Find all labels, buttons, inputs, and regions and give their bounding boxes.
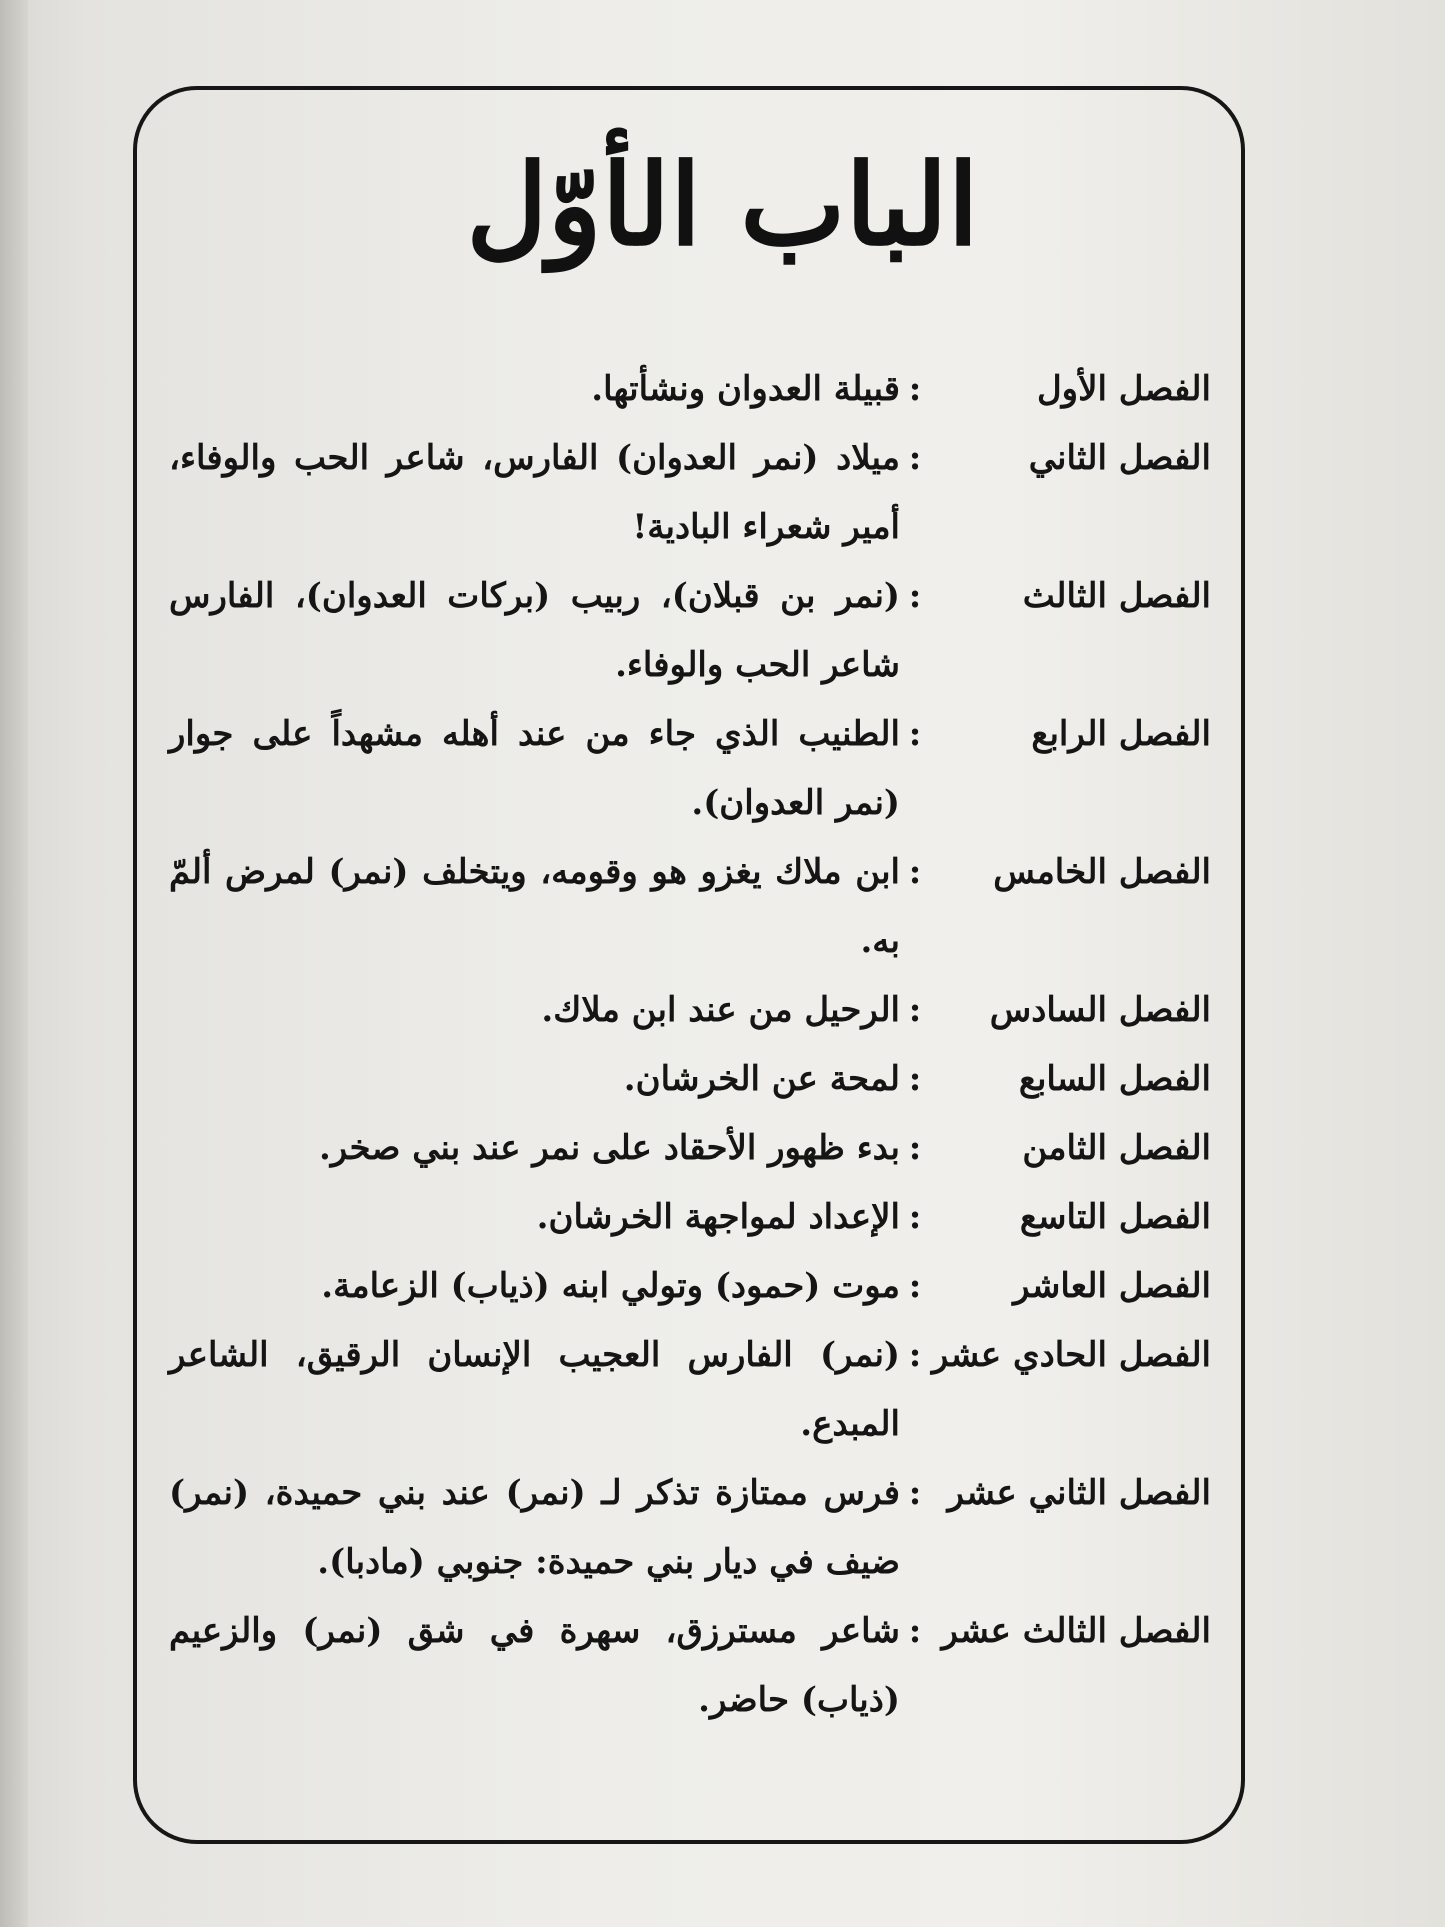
colon-separator: : bbox=[908, 438, 922, 478]
entry-label: الفصل الأول bbox=[1036, 369, 1211, 409]
colon-separator: : bbox=[908, 990, 922, 1030]
toc-entry bbox=[165, 1321, 1215, 1459]
entry-text: موت (حمود) وتولي ابنه (ذياب) الزعامة. bbox=[321, 1266, 900, 1306]
toc-entry bbox=[165, 1045, 1215, 1114]
entry-label: الفصل السادس bbox=[989, 990, 1211, 1030]
entry-text: الطنيب الذي جاء من عند أهله مشهداً على جوار (نمر العدوان). bbox=[169, 714, 900, 823]
colon-separator: : bbox=[908, 1059, 922, 1099]
toc-entry bbox=[165, 838, 1215, 976]
entry-text: شاعر مسترزق، سهرة في شق (نمر) والزعيم (ذياب) حاضر. bbox=[169, 1611, 900, 1720]
toc-entry bbox=[165, 355, 1215, 424]
entry-label: الفصل العاشر bbox=[1013, 1266, 1211, 1306]
colon-separator: : bbox=[908, 369, 922, 409]
entry-label: الفصل الرابع bbox=[1031, 714, 1211, 754]
colon-separator: : bbox=[908, 1473, 922, 1513]
entry-text: الإعداد لمواجهة الخرشان. bbox=[536, 1197, 900, 1237]
entry-text: ابن ملاك يغزو هو وقومه، ويتخلف (نمر) لمرض ألمّ به. bbox=[169, 852, 900, 961]
toc-entry bbox=[165, 1114, 1215, 1183]
entry-text: فرس ممتازة تذكر لـ (نمر) عند بني حميدة، (نمر) ضيف في ديار بني حميدة: جنوبي (مادبا). bbox=[169, 1473, 900, 1582]
entry-label: الفصل الثالث bbox=[1022, 576, 1211, 616]
colon-separator: : bbox=[908, 714, 922, 754]
entry-text: (نمر) الفارس العجيب الإنسان الرقيق، الشاعر المبدع. bbox=[169, 1335, 900, 1444]
colon-separator: : bbox=[908, 1128, 922, 1168]
colon-separator: : bbox=[908, 1266, 922, 1306]
entry-label: الفصل التاسع bbox=[1019, 1197, 1211, 1237]
page-edge bbox=[0, 0, 28, 1927]
entry-label: الفصل الثامن bbox=[1022, 1128, 1211, 1168]
toc-entry bbox=[165, 562, 1215, 700]
colon-separator: : bbox=[908, 1335, 922, 1375]
entry-label: الفصل الثاني bbox=[1028, 438, 1211, 478]
entry-label: الفصل الحادي عشر bbox=[931, 1335, 1211, 1375]
entry-text: (نمر بن قبلان)، ربيب (بركات العدوان)، الفارس شاعر الحب والوفاء. bbox=[169, 576, 900, 685]
toc-entry bbox=[165, 1459, 1215, 1597]
entry-text: ميلاد (نمر العدوان) الفارس، شاعر الحب والوفاء، أمير شعراء البادية! bbox=[169, 438, 900, 547]
chapter-title: الباب الأوّل bbox=[466, 140, 979, 271]
entry-label: الفصل الثالث عشر bbox=[941, 1611, 1211, 1651]
toc-entry bbox=[165, 976, 1215, 1045]
toc-entry bbox=[165, 1597, 1215, 1735]
colon-separator: : bbox=[908, 1611, 922, 1651]
colon-separator: : bbox=[908, 852, 922, 892]
toc-entry bbox=[165, 424, 1215, 562]
toc-entry bbox=[165, 1183, 1215, 1252]
entry-text: لمحة عن الخرشان. bbox=[623, 1059, 900, 1099]
entry-label: الفصل الخامس bbox=[993, 852, 1211, 892]
colon-separator: : bbox=[908, 1197, 922, 1237]
entry-label: الفصل الثاني عشر bbox=[947, 1473, 1211, 1513]
entry-text: قبيلة العدوان ونشأتها. bbox=[591, 369, 900, 409]
entry-text: بدء ظهور الأحقاد على نمر عند بني صخر. bbox=[318, 1128, 900, 1168]
toc-entry bbox=[165, 1252, 1215, 1321]
entry-label: الفصل السابع bbox=[1018, 1059, 1211, 1099]
toc-entry bbox=[165, 700, 1215, 838]
colon-separator: : bbox=[908, 576, 922, 616]
entry-text: الرحيل من عند ابن ملاك. bbox=[541, 990, 900, 1030]
table-of-contents bbox=[165, 355, 1215, 1735]
